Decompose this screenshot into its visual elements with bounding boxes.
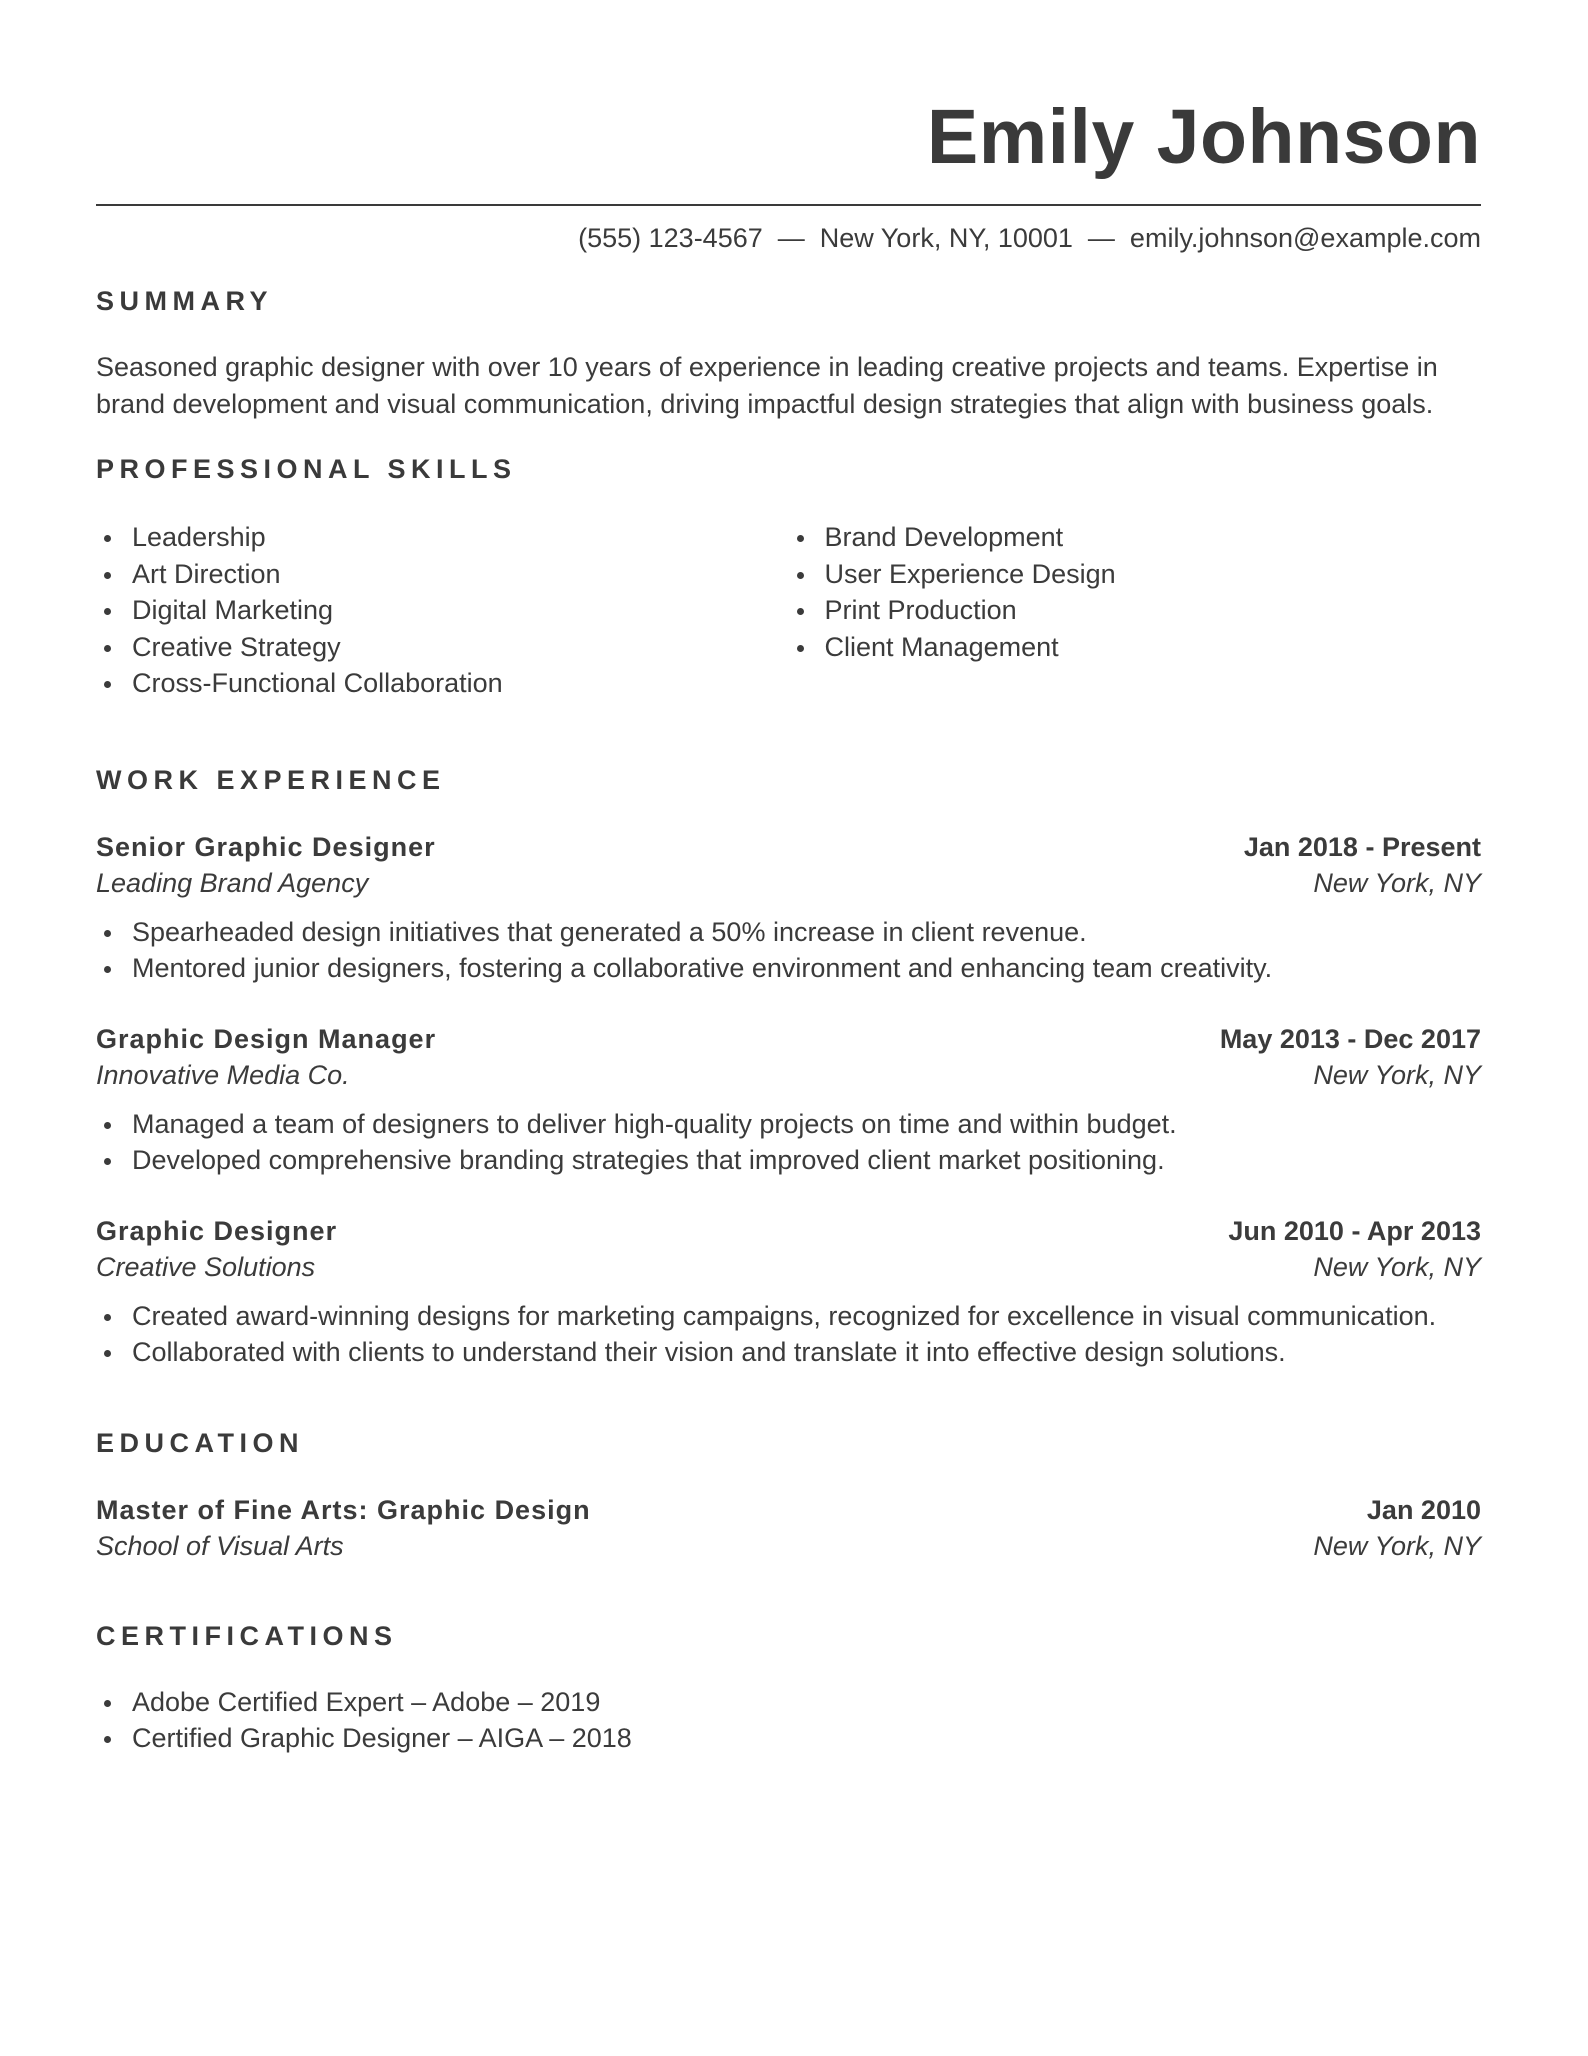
job-bullets bbox=[96, 1298, 1481, 1371]
job-dates: Jan 2018 - Present bbox=[1243, 831, 1481, 862]
skill-item: Digital Marketing bbox=[96, 592, 789, 629]
skills-right-list bbox=[789, 519, 1482, 702]
job-bullet: Created award-winning designs for marketing campaigns, recognized for excellence in visual communication. bbox=[96, 1298, 1481, 1335]
skill-item: Brand Development bbox=[789, 519, 1482, 556]
job-entry bbox=[96, 829, 1481, 987]
job-organization: Leading Brand Agency bbox=[96, 867, 369, 898]
header-divider bbox=[96, 204, 1481, 206]
skills-heading: PROFESSIONAL SKILLS bbox=[96, 454, 517, 484]
skill-item: Creative Strategy bbox=[96, 629, 789, 666]
certifications-list bbox=[96, 1684, 1481, 1757]
job-bullet: Mentored junior designers, fostering a collaborative environment and enhancing team creativity. bbox=[96, 950, 1481, 987]
education-heading: EDUCATION bbox=[96, 1427, 304, 1458]
degree-date: Jan 2010 bbox=[1366, 1494, 1481, 1525]
skill-item: Client Management bbox=[789, 629, 1482, 666]
skill-item: Cross-Functional Collaboration bbox=[96, 665, 789, 702]
job-organization: Innovative Media Co. bbox=[96, 1059, 350, 1090]
skills-columns bbox=[96, 519, 1481, 702]
job-dates: Jun 2010 - Apr 2013 bbox=[1228, 1215, 1481, 1246]
school-name: School of Visual Arts bbox=[96, 1530, 344, 1561]
education-entry bbox=[96, 1492, 1481, 1564]
skill-item: Leadership bbox=[96, 519, 789, 556]
job-bullet: Developed comprehensive branding strategies that improved client market positioning. bbox=[96, 1142, 1481, 1179]
skills-left-list bbox=[96, 519, 789, 702]
job-organization: Creative Solutions bbox=[96, 1251, 316, 1282]
certification-item: Certified Graphic Designer – AIGA – 2018 bbox=[96, 1720, 1481, 1757]
work-experience-heading: WORK EXPERIENCE bbox=[96, 764, 446, 795]
job-location: New York, NY bbox=[1313, 1251, 1481, 1282]
school-location: New York, NY bbox=[1313, 1530, 1481, 1561]
degree-title: Master of Fine Arts: Graphic Design bbox=[96, 1494, 591, 1525]
job-role: Graphic Designer bbox=[96, 1215, 338, 1246]
job-entry bbox=[96, 1213, 1481, 1371]
job-bullet: Collaborated with clients to understand their vision and translate it into effective design solutions. bbox=[96, 1334, 1481, 1371]
job-bullet: Spearheaded design initiatives that generated a 50% increase in client revenue. bbox=[96, 914, 1481, 951]
job-bullets bbox=[96, 914, 1481, 987]
job-entry bbox=[96, 1021, 1481, 1179]
job-location: New York, NY bbox=[1313, 867, 1481, 898]
summary-heading: SUMMARY bbox=[96, 286, 273, 316]
contact-line: (555) 123-4567 — New York, NY, 10001 — emily.johnson@example.com bbox=[578, 223, 1481, 253]
candidate-name: Emily Johnson bbox=[926, 94, 1481, 180]
job-role: Graphic Design Manager bbox=[96, 1023, 437, 1054]
job-dates: May 2013 - Dec 2017 bbox=[1219, 1023, 1481, 1054]
skill-item: Print Production bbox=[789, 592, 1482, 629]
job-role: Senior Graphic Designer bbox=[96, 831, 436, 862]
summary-text: Seasoned graphic designer with over 10 years of experience in leading creative projects and teams. Expertise in brand development and visual communication, driving impactful design strategies that align with business goals. bbox=[96, 352, 1438, 419]
job-bullets bbox=[96, 1106, 1481, 1179]
skill-item: User Experience Design bbox=[789, 556, 1482, 593]
skill-item: Art Direction bbox=[96, 556, 789, 593]
certifications-heading: CERTIFICATIONS bbox=[96, 1620, 398, 1651]
job-location: New York, NY bbox=[1313, 1059, 1481, 1090]
certification-item: Adobe Certified Expert – Adobe – 2019 bbox=[96, 1684, 1481, 1721]
job-bullet: Managed a team of designers to deliver high-quality projects on time and within budget. bbox=[96, 1106, 1481, 1143]
